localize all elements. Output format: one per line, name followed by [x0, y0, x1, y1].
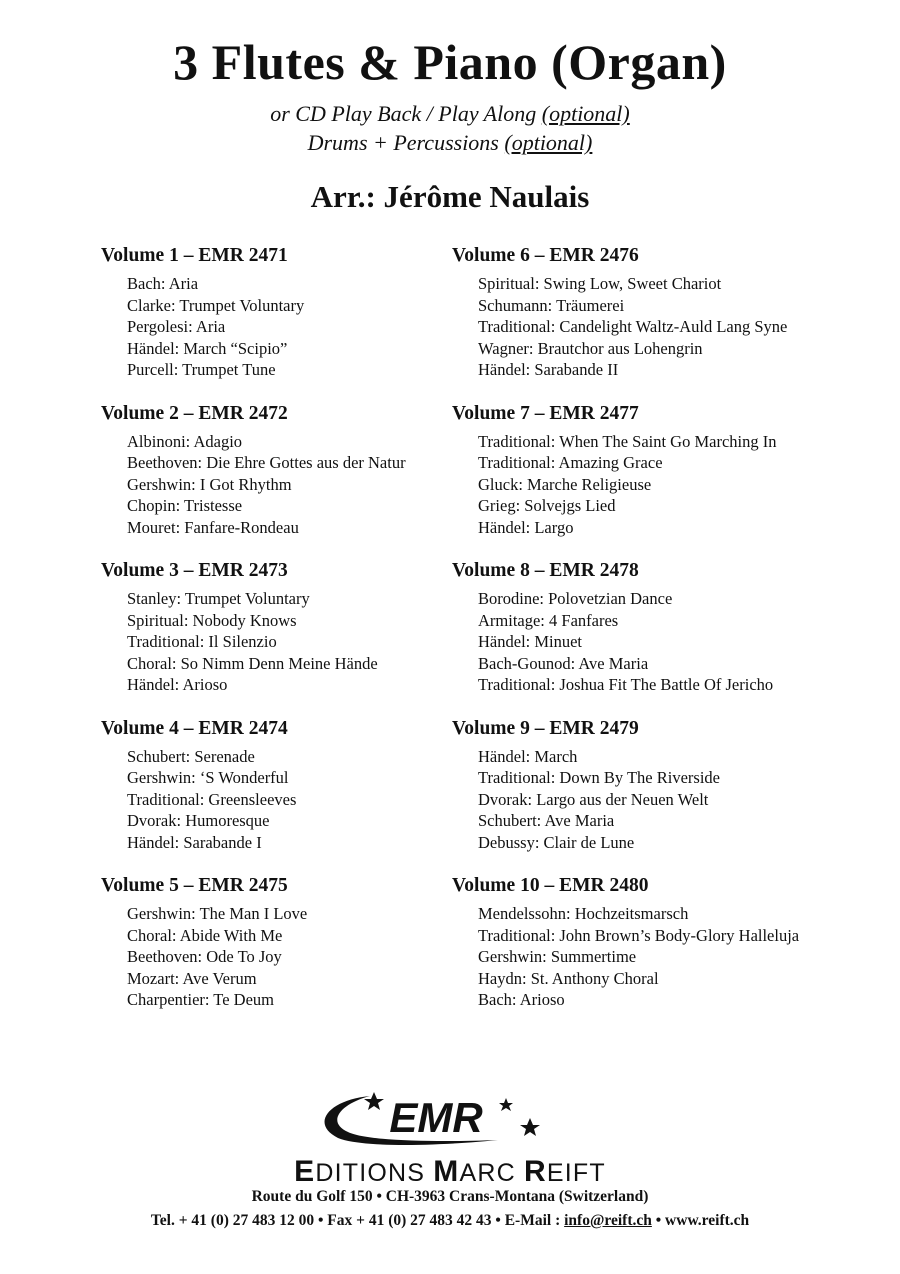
volume-block [452, 243, 852, 401]
website-text: • www.reift.ch [651, 1212, 750, 1229]
piece-list [101, 746, 501, 854]
volume-column-left [101, 243, 501, 1031]
piece-list [101, 431, 501, 539]
piece-item: Schumann: Träumerei [478, 295, 625, 315]
page-title: 3 Flutes & Piano (Organ) [173, 34, 727, 90]
piece-item: Albinoni: Adagio [127, 431, 243, 451]
subtitle-percussion-text: Drums + Percussions [307, 130, 505, 155]
piece-item: Bach-Gounod: Ave Maria [478, 653, 649, 673]
piece-list [452, 588, 852, 696]
arranger: Arr.: Jérôme Naulais [310, 179, 590, 214]
volume-column-right [452, 243, 852, 1031]
logo-star-right-bottom [520, 1118, 540, 1136]
volume-block [101, 716, 501, 874]
volume-heading: Volume 7 – EMR 2477 [452, 402, 639, 424]
piece-item: Gluck: Marche Religieuse [478, 474, 652, 494]
piece-item: Gershwin: I Got Rhythm [127, 474, 292, 494]
piece-item: Dvorak: Largo aus der Neuen Welt [478, 789, 709, 809]
piece-item: Debussy: Clair de Lune [478, 832, 635, 852]
piece-item: Choral: So Nimm Denn Meine Hände [127, 653, 378, 673]
piece-item: Gershwin: ‘S Wonderful [127, 768, 289, 787]
piece-item: Schubert: Serenade [127, 746, 255, 766]
volume-block [101, 558, 501, 716]
volume-block [452, 873, 852, 1031]
volume-block [452, 401, 852, 559]
publisher-address: Route du Golf 150 • CH-3963 Crans-Montana (Switzerland) [251, 1188, 649, 1205]
brand-initial: M [433, 1155, 460, 1188]
piece-item: Bach: Arioso [478, 990, 565, 1009]
subtitle-playback-text: or CD Play Back / Play Along [270, 101, 542, 126]
piece-item: Mouret: Fanfare-Rondeau [127, 517, 299, 537]
piece-item: Mendelssohn: Hochzeitsmarsch [478, 904, 689, 923]
piece-item: Traditional: John Brown’s Body-Glory Halleluja [478, 925, 800, 945]
piece-item: Stanley: Trumpet Voluntary [127, 589, 310, 608]
piece-item: Traditional: Joshua Fit The Battle Of Jericho [478, 675, 774, 694]
piece-list [101, 903, 501, 1011]
piece-list [452, 273, 852, 381]
piece-item: Wagner: Brautchor aus Lohengrin [478, 338, 703, 358]
brand-initial: R [524, 1155, 547, 1188]
volume-block [452, 716, 852, 874]
piece-item: Purcell: Trumpet Tune [127, 360, 276, 379]
piece-item: Mozart: Ave Verum [127, 968, 257, 988]
volume-heading: Volume 4 – EMR 2474 [101, 717, 288, 739]
piece-item: Traditional: When The Saint Go Marching In [478, 431, 777, 451]
brand-word-rest: DITIONS [315, 1159, 434, 1187]
piece-item: Borodine: Polovetzian Dance [478, 589, 673, 608]
volume-block [452, 558, 852, 716]
brand-initial: E [294, 1155, 316, 1188]
volume-heading: Volume 3 – EMR 2473 [101, 560, 288, 581]
piece-item: Clarke: Trumpet Voluntary [127, 295, 305, 315]
piece-list [452, 431, 852, 539]
piece-list [101, 588, 501, 696]
piece-item: Händel: Sarabande II [478, 360, 619, 379]
piece-item: Traditional: Candelight Waltz-Auld Lang Syne [478, 317, 788, 336]
publisher-name [0, 1155, 900, 1188]
brand-word-rest: ARC [459, 1159, 525, 1187]
emr-logo [308, 1088, 558, 1150]
logo-star-right-top [499, 1098, 513, 1111]
piece-item: Armitage: 4 Fanfares [478, 610, 619, 630]
subtitle-percussion-optional: (optional) [504, 130, 593, 155]
piece-item: Händel: Minuet [478, 632, 583, 651]
piece-item: Spiritual: Nobody Knows [127, 610, 297, 630]
piece-list [452, 903, 852, 1011]
piece-item: Händel: March [478, 746, 578, 766]
piece-item: Spiritual: Swing Low, Sweet Chariot [478, 274, 722, 293]
volume-heading: Volume 2 – EMR 2472 [101, 402, 288, 424]
piece-item: Beethoven: Die Ehre Gottes aus der Natur [127, 453, 406, 472]
piece-item: Händel: Arioso [127, 675, 228, 694]
volume-heading: Volume 6 – EMR 2476 [452, 245, 639, 266]
logo-text: EMR [389, 1094, 483, 1141]
piece-item: Traditional: Il Silenzio [127, 632, 277, 651]
logo-star-left [364, 1092, 384, 1110]
piece-item: Grieg: Solvejgs Lied [478, 496, 616, 515]
piece-item: Bach: Aria [127, 274, 199, 293]
piece-item: Beethoven: Ode To Joy [127, 947, 282, 966]
piece-item: Haydn: St. Anthony Choral [478, 968, 659, 988]
piece-item: Traditional: Amazing Grace [478, 453, 663, 472]
piece-item: Schubert: Ave Maria [478, 811, 615, 830]
volume-block [101, 401, 501, 559]
volume-heading: Volume 9 – EMR 2479 [452, 717, 639, 739]
volume-block [101, 873, 501, 1031]
subtitle-percussion [0, 129, 900, 157]
piece-item: Dvorak: Humoresque [127, 811, 270, 830]
volume-heading: Volume 8 – EMR 2478 [452, 560, 639, 581]
volume-heading: Volume 5 – EMR 2475 [101, 875, 288, 896]
piece-list [101, 273, 501, 381]
contact-phone-fax: Tel. + 41 (0) 27 483 12 00 • Fax + 41 (0) 27 483 42 43 • E-Mail : [150, 1212, 565, 1229]
volume-heading: Volume 10 – EMR 2480 [452, 875, 649, 896]
piece-item: Chopin: Tristesse [127, 496, 243, 515]
piece-item: Händel: Sarabande I [127, 832, 262, 852]
brand-word-rest: EIFT [546, 1159, 606, 1187]
piece-item: Traditional: Greensleeves [127, 789, 297, 809]
piece-item: Traditional: Down By The Riverside [478, 768, 720, 787]
email-link[interactable]: info@reift.ch [564, 1212, 652, 1229]
piece-item: Charpentier: Te Deum [127, 990, 274, 1009]
piece-item: Händel: March “Scipio” [127, 338, 288, 358]
piece-item: Choral: Abide With Me [127, 925, 283, 945]
piece-item: Gershwin: Summertime [478, 947, 637, 966]
subtitle-playback-optional: (optional) [541, 101, 630, 126]
piece-item: Pergolesi: Aria [127, 317, 226, 336]
volume-heading: Volume 1 – EMR 2471 [101, 245, 288, 266]
piece-item: Händel: Largo [478, 517, 574, 537]
volume-block [101, 243, 501, 401]
piece-list [452, 746, 852, 854]
piece-item: Gershwin: The Man I Love [127, 904, 308, 923]
subtitle-playback [0, 100, 900, 128]
publisher-contact [0, 1211, 900, 1231]
